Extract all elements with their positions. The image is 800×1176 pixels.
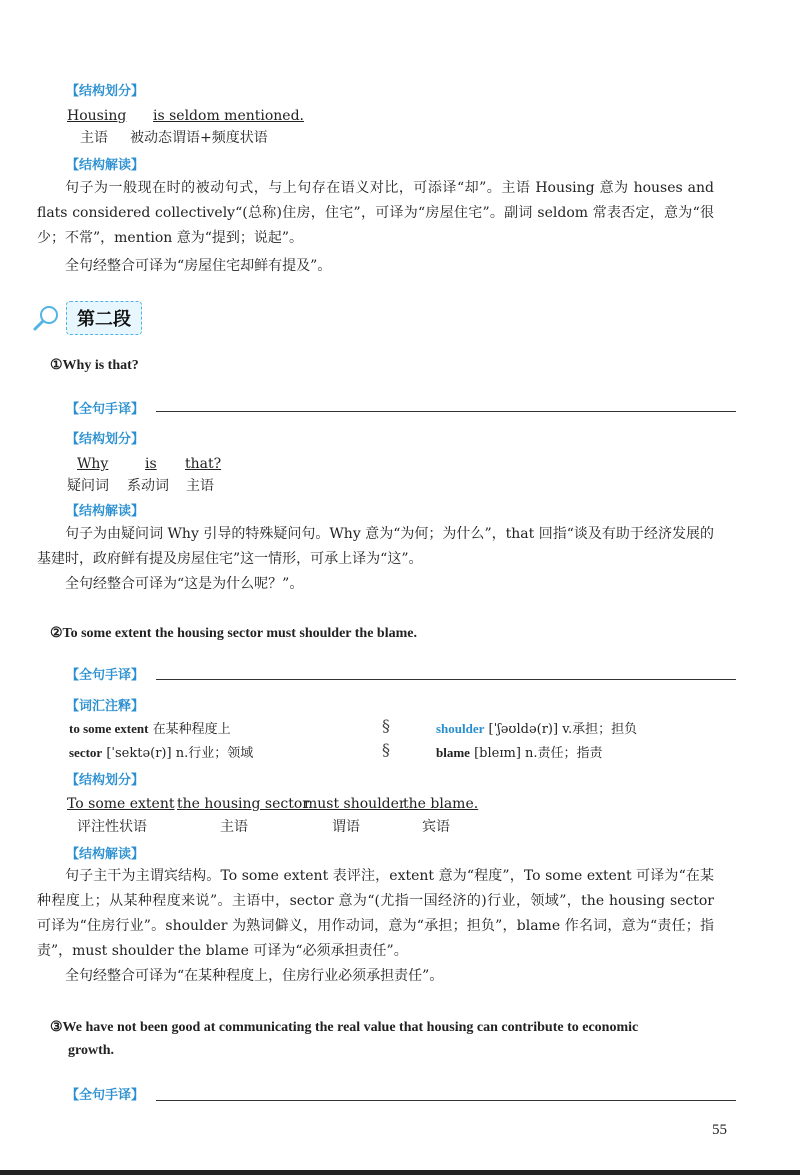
tag-translate-3: 【全句手译】: [66, 1088, 145, 1103]
tag-structure-read-2: 【结构解读】: [66, 847, 145, 862]
tag-translate-2: 【全句手译】: [66, 668, 145, 683]
label-linking-verb: 系动词: [127, 478, 169, 494]
label-object: 宾语: [422, 819, 450, 835]
section-title: 第二段: [66, 301, 142, 335]
paragraph-analysis-1: 句子为由疑问词 Why 引导的特殊疑问句。Why 意为“为何；为什么”，that 回指“谈及有助于经济发展的基建时，政府鲜有提及房屋住宅”这一情形，可承上译为“这”。: [37, 526, 714, 567]
paragraph-translation-1: 全句经整合可译为“这是为什么呢？”。: [65, 576, 304, 592]
phrase-must-shoulder: must shoulder: [304, 796, 406, 812]
tag-structure-split-1: 【结构划分】: [66, 432, 145, 447]
sentence-1: ①Why is that?: [50, 358, 139, 373]
label-adverbial: 评注性状语: [77, 819, 147, 835]
sentence-3-line-1: ③We have not been good at communicating the real value that housing can contribute to economic: [50, 1020, 639, 1035]
phrase-housing-sector: the housing sector: [177, 796, 309, 812]
tag-vocabulary: 【词汇注释】: [66, 699, 145, 714]
paragraph-translation-2: 全句经整合可译为“在某种程度上，住房行业必须承担责任”。: [65, 968, 444, 984]
page-number: 55: [712, 1122, 727, 1138]
divider-wave-2: §: [382, 740, 390, 759]
word-why: Why: [77, 456, 109, 472]
label-subject-1: 主语: [186, 478, 214, 494]
sentence-2: ②To some extent the housing sector must shoulder the blame.: [50, 626, 417, 641]
phrase-the-blame: the blame.: [403, 796, 479, 812]
paragraph-analysis-2: 句子主干为主谓宾结构。To some extent 表评注，extent 意为“程度”，To some extent 可译为“在某种程度上；从某种程度来说”。主语中，sector 意为“(尤指一国经济的)行业，领域”，the housing sector 可译为“住房行业”。shoulder 为熟词僻义，用作动词，意为“承担；担负”，blame 作名词，意为“责任；指责”，must shoulder the blame 可译为“必须承担责任”。: [37, 868, 714, 959]
vocab-shoulder: shoulder [ˈʃəʊldə(r)] v.承担；担负: [436, 721, 638, 737]
tag-structure-read: 【结构解读】: [66, 158, 145, 173]
translation-line-3[interactable]: [156, 1100, 736, 1101]
word-is: is: [145, 456, 157, 472]
tag-translate-1: 【全句手译】: [66, 402, 145, 417]
word-that: that?: [185, 456, 222, 472]
label-subject-2: 主语: [220, 819, 248, 835]
label-interrogative: 疑问词: [67, 478, 109, 494]
paragraph-translation: 全句经整合可译为“房屋住宅却鲜有提及”。: [65, 258, 332, 274]
divider-wave-1: §: [382, 716, 390, 735]
vocab-blame: blame [bleɪm] n.责任；指责: [436, 745, 603, 761]
sentence-3-line-2: growth.: [68, 1043, 115, 1058]
bottom-band: [0, 1170, 800, 1175]
phrase-to-some-extent: To some extent: [67, 796, 175, 812]
vocab-sector: sector [ˈsektə(r)] n.行业；领域: [69, 745, 254, 761]
magnifier-icon: [32, 304, 62, 336]
paragraph-analysis: 句子为一般现在时的被动句式，与上句存在语义对比，可添译“却”。主语 Housing 意为 houses and flats considered collectively“(总称)住房，住宅”，可译为“房屋住宅”。副词 seldom 常表否定，意为“很少；不常”，mention 意为“提到；说起”。: [37, 180, 714, 246]
tag-structure-read-1: 【结构解读】: [66, 504, 145, 519]
label-predicate: 被动态谓语+频度状语: [130, 130, 268, 146]
translation-line-1[interactable]: [156, 411, 736, 412]
vocab-to-some-extent: to some extent 在某种程度上: [69, 721, 231, 737]
word-housing: Housing: [67, 108, 127, 124]
tag-structure-split: 【结构划分】: [66, 84, 145, 99]
tag-structure-split-2: 【结构划分】: [66, 773, 145, 788]
phrase-seldom-mentioned: is seldom mentioned.: [153, 108, 304, 124]
translation-line-2[interactable]: [156, 679, 736, 680]
label-subject: 主语: [80, 130, 108, 146]
label-predicate-2: 谓语: [332, 819, 360, 835]
